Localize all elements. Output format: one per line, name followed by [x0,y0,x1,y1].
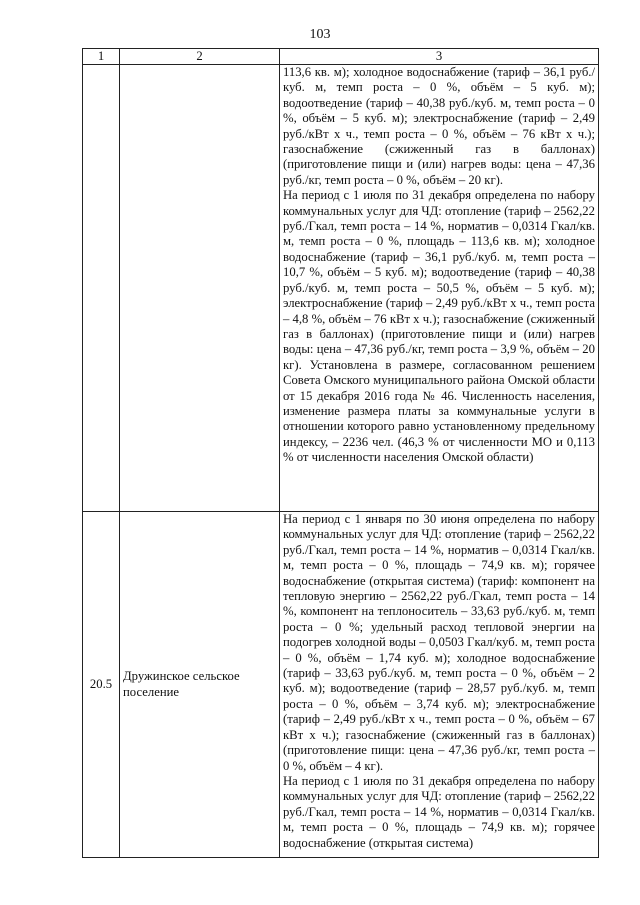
header-cell-2: 2 [120,49,280,65]
table-row [83,512,599,858]
settlement-name [120,65,280,512]
description-paragraph: На период с 1 января по 30 июня определена по набору коммунальных услуг для ЧД: отопление (тариф – 2562,22 руб./Гкал, темп роста – 14 %, норматив – 0,0314 Гкал/кв. м, темп роста – 0 %, площадь – 74,9 кв. м); горячее водоснабжение (открытая система) (тариф: компонент на тепловую энергию – 2562,22 руб./Гкал, темп роста – 14 %, компонент на теплоноситель – 33,63 руб./куб. м, темп роста – 0 %; удельный расход тепловой энергии на подогрев холодной воды – 0,0503 Гкал/куб. м, темп роста – 0 %, объём – 1,74 куб. м); холодное водоснабжение (тариф – 33,63 руб./куб. м, темп роста – 0 %, объём – 2 куб. м); водоотведение (тариф – 28,57 руб./куб. м, темп роста – 0 %, объём – 3,74 куб. м); электроснабжение (тариф – 2,49 руб./кВт x ч., темп роста – 0 %, объём – 67 кВт x ч.); газоснабжение (сжиженный газ в баллонах) (приготовление пищи: цена – 47,36 руб./кг, темп роста – 0 %, объём – 4 кг). [283,512,595,773]
header-cell-1: 1 [83,49,120,65]
page-number: 103 [309,27,331,42]
header-cell-3: 3 [280,49,599,65]
description-cell [280,65,599,512]
row-number [83,65,120,512]
description-paragraph: На период с 1 июля по 31 декабря определена по набору коммунальных услуг для ЧД: отопление (тариф – 2562,22 руб./Гкал, темп роста – 14 %, норматив – 0,0314 Гкал/кв. м, темп роста – 0 %, площадь – 74,9 кв. м); горячее водоснабжение (открытая система) [283,773,595,850]
tariff-table [82,48,599,858]
description-paragraph: На период с 1 июля по 31 декабря определена по набору коммунальных услуг для ЧД: отопление (тариф – 2562,22 руб./Гкал, темп роста – 14 %, норматив – 0,0314 Гкал/кв. м, темп роста – 0 %, площадь – 113,6 кв. м); холодное водоснабжение (тариф – 36,1 руб./куб. м, темп роста – 10,7 %, объём – 5 куб. м); водоотведение (тариф – 40,38 руб./куб. м, темп роста – 50,5 %, объём – 5 куб. м); электроснабжение (тариф – 2,49 руб./кВт x ч., темп роста – 4,8 %, объём – 76 кВт x ч.); газоснабжение (сжиженный газ в баллонах) (приготовление пищи и (или) нагрев воды: цена – 47,36 руб./кг, темп роста – 3,9 %, объём – 20 кг). Установлена в размере, согласованном решением Совета Омского муниципального района Омской области от 15 декабря 2016 года № 46. Численность населения, изменение размера платы за коммунальные услуги в отношении которого равно установленному предельному индексу, – 2236 чел. (46,3 % от численности МО и 0,113 % от численности населения Омской области) [283,188,595,465]
settlement-name: Дружинское сельское поселение [120,512,280,858]
description-paragraph: 113,6 кв. м); холодное водоснабжение (тариф – 36,1 руб./куб. м, темп роста – 0 %, объём – 5 куб. м); водоотведение (тариф – 40,38 руб./куб. м, темп роста – 0 %, объём – 5 куб. м); электроснабжение (тариф – 2,49 руб./кВт x ч., темп роста – 0 %, объём – 76 кВт x ч.); газоснабжение (сжиженный газ в баллонах) (приготовление пищи и (или) нагрев воды: цена – 47,36 руб./кг, темп роста – 0 %, объём – 20 кг). [283,65,595,187]
table-header-row [83,49,599,65]
description-cell [280,512,599,858]
row-number: 20.5 [83,512,120,858]
table-row [83,65,599,512]
